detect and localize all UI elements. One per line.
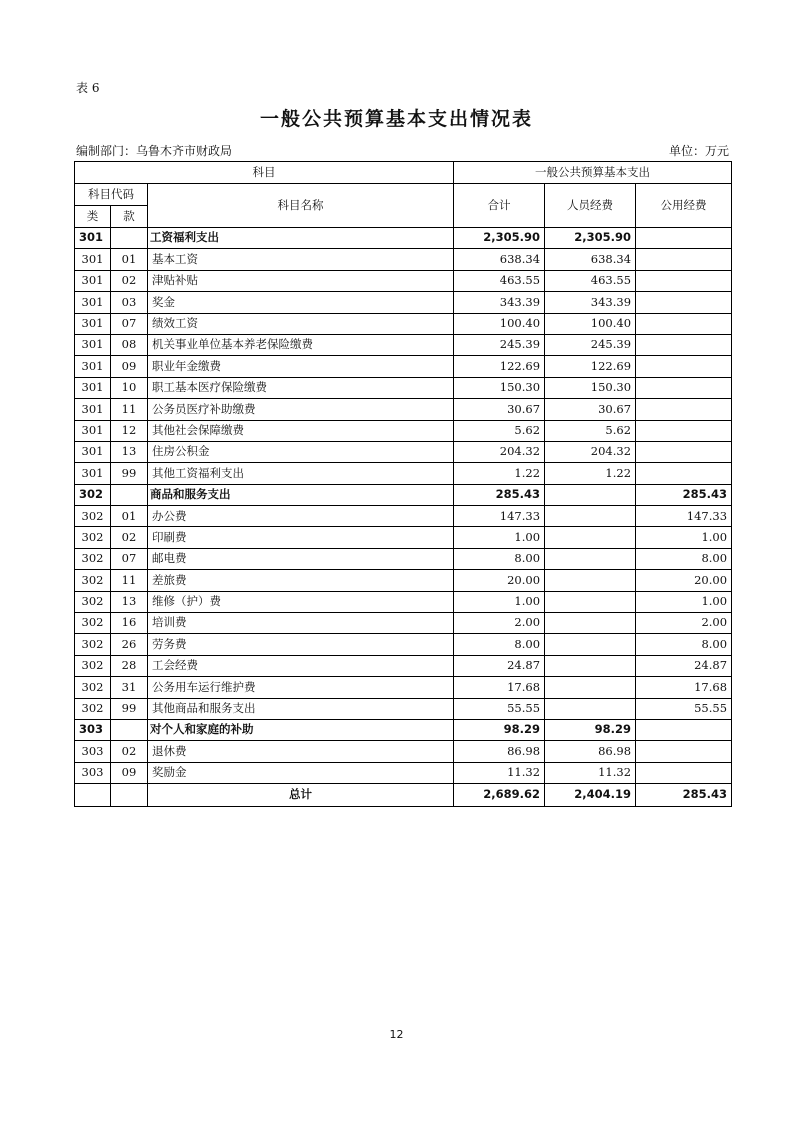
item-code-cell: 09 — [111, 356, 148, 377]
total-cell: 285.43 — [454, 484, 545, 505]
personnel-cell: 463.55 — [545, 270, 636, 291]
table-row — [75, 463, 732, 484]
item-code-cell: 01 — [111, 249, 148, 270]
table-row — [75, 399, 732, 420]
personnel-cell: 343.39 — [545, 292, 636, 313]
subject-name-cell: 退休费 — [148, 741, 454, 762]
table-row — [75, 548, 732, 569]
class-code-cell: 301 — [75, 228, 111, 249]
table-row — [75, 270, 732, 291]
class-code-cell: 302 — [75, 613, 111, 634]
item-code-cell: 11 — [111, 399, 148, 420]
public-cell: 17.68 — [636, 677, 732, 698]
category-row — [75, 228, 732, 249]
total-cell: 20.00 — [454, 570, 545, 591]
subject-name-cell: 其他商品和服务支出 — [148, 698, 454, 719]
item-code-cell: 01 — [111, 506, 148, 527]
item-code-cell: 02 — [111, 741, 148, 762]
budget-table — [74, 161, 732, 807]
personnel-cell: 30.67 — [545, 399, 636, 420]
subject-name-cell: 职业年金缴费 — [148, 356, 454, 377]
class-code-cell: 302 — [75, 698, 111, 719]
personnel-cell: 245.39 — [545, 334, 636, 355]
class-code-cell: 301 — [75, 377, 111, 398]
item-code-cell — [111, 228, 148, 249]
header-personnel: 人员经费 — [545, 184, 636, 228]
class-code-cell: 301 — [75, 420, 111, 441]
header-row-1 — [75, 162, 732, 184]
table-row — [75, 441, 732, 462]
category-row — [75, 719, 732, 740]
empty-cell — [111, 784, 148, 807]
class-code-cell: 302 — [75, 655, 111, 676]
item-code-cell: 99 — [111, 463, 148, 484]
item-code-cell: 09 — [111, 762, 148, 783]
table-row — [75, 613, 732, 634]
class-code-cell: 301 — [75, 292, 111, 313]
table-row — [75, 420, 732, 441]
grand-total-label: 总计 — [148, 784, 454, 807]
personnel-cell — [545, 506, 636, 527]
total-cell: 343.39 — [454, 292, 545, 313]
public-cell — [636, 420, 732, 441]
subject-name-cell: 其他工资福利支出 — [148, 463, 454, 484]
subject-name-cell: 住房公积金 — [148, 441, 454, 462]
public-cell — [636, 249, 732, 270]
total-cell: 2.00 — [454, 613, 545, 634]
personnel-cell: 98.29 — [545, 719, 636, 740]
grand-total-total: 2,689.62 — [454, 784, 545, 807]
public-cell — [636, 228, 732, 249]
class-code-cell: 302 — [75, 591, 111, 612]
public-cell: 285.43 — [636, 484, 732, 505]
item-code-cell — [111, 719, 148, 740]
total-cell: 100.40 — [454, 313, 545, 334]
personnel-cell: 11.32 — [545, 762, 636, 783]
class-code-cell: 301 — [75, 399, 111, 420]
grand-total-public: 285.43 — [636, 784, 732, 807]
personnel-cell — [545, 677, 636, 698]
page-number: 12 — [389, 1028, 404, 1041]
subject-name-cell: 商品和服务支出 — [148, 484, 454, 505]
grand-total-personnel: 2,404.19 — [545, 784, 636, 807]
personnel-cell — [545, 484, 636, 505]
public-cell: 8.00 — [636, 634, 732, 655]
public-cell — [636, 741, 732, 762]
grand-total-row — [75, 784, 732, 807]
subject-name-cell: 奖励金 — [148, 762, 454, 783]
table-row — [75, 698, 732, 719]
class-code-cell: 302 — [75, 570, 111, 591]
class-code-cell: 302 — [75, 634, 111, 655]
class-code-cell: 301 — [75, 270, 111, 291]
header-total: 合计 — [454, 184, 545, 228]
personnel-cell — [545, 613, 636, 634]
total-cell: 55.55 — [454, 698, 545, 719]
personnel-cell: 204.32 — [545, 441, 636, 462]
header-public: 公用经费 — [636, 184, 732, 228]
table-row — [75, 591, 732, 612]
class-code-cell: 301 — [75, 356, 111, 377]
header-subject-code: 科目代码 — [75, 184, 148, 206]
subject-name-cell: 维修（护）费 — [148, 591, 454, 612]
public-cell — [636, 377, 732, 398]
class-code-cell: 301 — [75, 463, 111, 484]
header-basic-expense: 一般公共预算基本支出 — [454, 162, 732, 184]
header-row-2 — [75, 184, 732, 206]
empty-cell — [75, 784, 111, 807]
personnel-cell: 638.34 — [545, 249, 636, 270]
class-code-cell: 302 — [75, 527, 111, 548]
public-cell: 147.33 — [636, 506, 732, 527]
public-cell: 24.87 — [636, 655, 732, 676]
public-cell: 1.00 — [636, 527, 732, 548]
item-code-cell: 02 — [111, 270, 148, 291]
personnel-cell — [545, 527, 636, 548]
subject-name-cell: 绩效工资 — [148, 313, 454, 334]
personnel-cell — [545, 570, 636, 591]
subject-name-cell: 机关事业单位基本养老保险缴费 — [148, 334, 454, 355]
personnel-cell: 1.22 — [545, 463, 636, 484]
public-cell — [636, 292, 732, 313]
table-row — [75, 741, 732, 762]
table-row — [75, 762, 732, 783]
unit-label: 单位：万元 — [668, 144, 729, 158]
total-cell: 8.00 — [454, 548, 545, 569]
class-code-cell: 301 — [75, 441, 111, 462]
page-title: 一般公共预算基本支出情况表 — [259, 108, 533, 130]
total-cell: 1.22 — [454, 463, 545, 484]
public-cell — [636, 356, 732, 377]
total-cell: 11.32 — [454, 762, 545, 783]
header-class: 类 — [75, 206, 111, 228]
item-code-cell: 26 — [111, 634, 148, 655]
subject-name-cell: 公务员医疗补助缴费 — [148, 399, 454, 420]
category-row — [75, 484, 732, 505]
item-code-cell: 12 — [111, 420, 148, 441]
item-code-cell: 08 — [111, 334, 148, 355]
public-cell — [636, 762, 732, 783]
item-code-cell: 03 — [111, 292, 148, 313]
public-cell — [636, 313, 732, 334]
class-code-cell: 301 — [75, 249, 111, 270]
total-cell: 30.67 — [454, 399, 545, 420]
subject-name-cell: 工资福利支出 — [148, 228, 454, 249]
total-cell: 122.69 — [454, 356, 545, 377]
compiling-department: 编制部门：乌鲁木齐市财政局 — [76, 144, 233, 158]
table-row — [75, 527, 732, 548]
item-code-cell: 99 — [111, 698, 148, 719]
total-cell: 5.62 — [454, 420, 545, 441]
subject-name-cell: 印刷费 — [148, 527, 454, 548]
total-cell: 24.87 — [454, 655, 545, 676]
class-code-cell: 301 — [75, 334, 111, 355]
total-cell: 245.39 — [454, 334, 545, 355]
total-cell: 463.55 — [454, 270, 545, 291]
total-cell: 638.34 — [454, 249, 545, 270]
total-cell: 1.00 — [454, 591, 545, 612]
table-row — [75, 313, 732, 334]
subject-name-cell: 其他社会保障缴费 — [148, 420, 454, 441]
table-row — [75, 655, 732, 676]
subject-name-cell: 基本工资 — [148, 249, 454, 270]
personnel-cell — [545, 548, 636, 569]
total-cell: 98.29 — [454, 719, 545, 740]
personnel-cell: 150.30 — [545, 377, 636, 398]
public-cell: 8.00 — [636, 548, 732, 569]
subject-name-cell: 职工基本医疗保险缴费 — [148, 377, 454, 398]
subject-name-cell: 津贴补贴 — [148, 270, 454, 291]
public-cell — [636, 399, 732, 420]
personnel-cell: 2,305.90 — [545, 228, 636, 249]
class-code-cell: 303 — [75, 719, 111, 740]
item-code-cell: 16 — [111, 613, 148, 634]
personnel-cell: 86.98 — [545, 741, 636, 762]
total-cell: 1.00 — [454, 527, 545, 548]
personnel-cell: 122.69 — [545, 356, 636, 377]
public-cell: 2.00 — [636, 613, 732, 634]
header-subject: 科目 — [75, 162, 454, 184]
subject-name-cell: 差旅费 — [148, 570, 454, 591]
item-code-cell: 02 — [111, 527, 148, 548]
subject-name-cell: 对个人和家庭的补助 — [148, 719, 454, 740]
public-cell: 20.00 — [636, 570, 732, 591]
personnel-cell — [545, 591, 636, 612]
personnel-cell — [545, 634, 636, 655]
public-cell — [636, 334, 732, 355]
item-code-cell: 31 — [111, 677, 148, 698]
total-cell: 86.98 — [454, 741, 545, 762]
item-code-cell: 07 — [111, 313, 148, 334]
class-code-cell: 303 — [75, 741, 111, 762]
table-row — [75, 249, 732, 270]
table-row — [75, 377, 732, 398]
total-cell: 147.33 — [454, 506, 545, 527]
table-number: 表 6 — [76, 81, 100, 95]
table-row — [75, 334, 732, 355]
total-cell: 150.30 — [454, 377, 545, 398]
item-code-cell: 28 — [111, 655, 148, 676]
public-cell — [636, 463, 732, 484]
item-code-cell: 13 — [111, 591, 148, 612]
table-row — [75, 292, 732, 313]
subject-name-cell: 公务用车运行维护费 — [148, 677, 454, 698]
class-code-cell: 301 — [75, 313, 111, 334]
header-item: 款 — [111, 206, 148, 228]
subject-name-cell: 办公费 — [148, 506, 454, 527]
header-subject-name: 科目名称 — [148, 184, 454, 228]
item-code-cell — [111, 484, 148, 505]
total-cell: 2,305.90 — [454, 228, 545, 249]
class-code-cell: 302 — [75, 677, 111, 698]
table-row — [75, 570, 732, 591]
item-code-cell: 07 — [111, 548, 148, 569]
personnel-cell — [545, 655, 636, 676]
item-code-cell: 11 — [111, 570, 148, 591]
subject-name-cell: 培训费 — [148, 613, 454, 634]
personnel-cell: 5.62 — [545, 420, 636, 441]
table-row — [75, 677, 732, 698]
public-cell: 55.55 — [636, 698, 732, 719]
item-code-cell: 10 — [111, 377, 148, 398]
table-row — [75, 356, 732, 377]
personnel-cell: 100.40 — [545, 313, 636, 334]
class-code-cell: 302 — [75, 548, 111, 569]
subject-name-cell: 奖金 — [148, 292, 454, 313]
public-cell — [636, 441, 732, 462]
table-row — [75, 506, 732, 527]
subject-name-cell: 工会经费 — [148, 655, 454, 676]
subject-name-cell: 劳务费 — [148, 634, 454, 655]
subject-name-cell: 邮电费 — [148, 548, 454, 569]
public-cell — [636, 270, 732, 291]
personnel-cell — [545, 698, 636, 719]
item-code-cell: 13 — [111, 441, 148, 462]
total-cell: 8.00 — [454, 634, 545, 655]
class-code-cell: 302 — [75, 506, 111, 527]
public-cell: 1.00 — [636, 591, 732, 612]
total-cell: 204.32 — [454, 441, 545, 462]
public-cell — [636, 719, 732, 740]
table-row — [75, 634, 732, 655]
class-code-cell: 303 — [75, 762, 111, 783]
total-cell: 17.68 — [454, 677, 545, 698]
class-code-cell: 302 — [75, 484, 111, 505]
